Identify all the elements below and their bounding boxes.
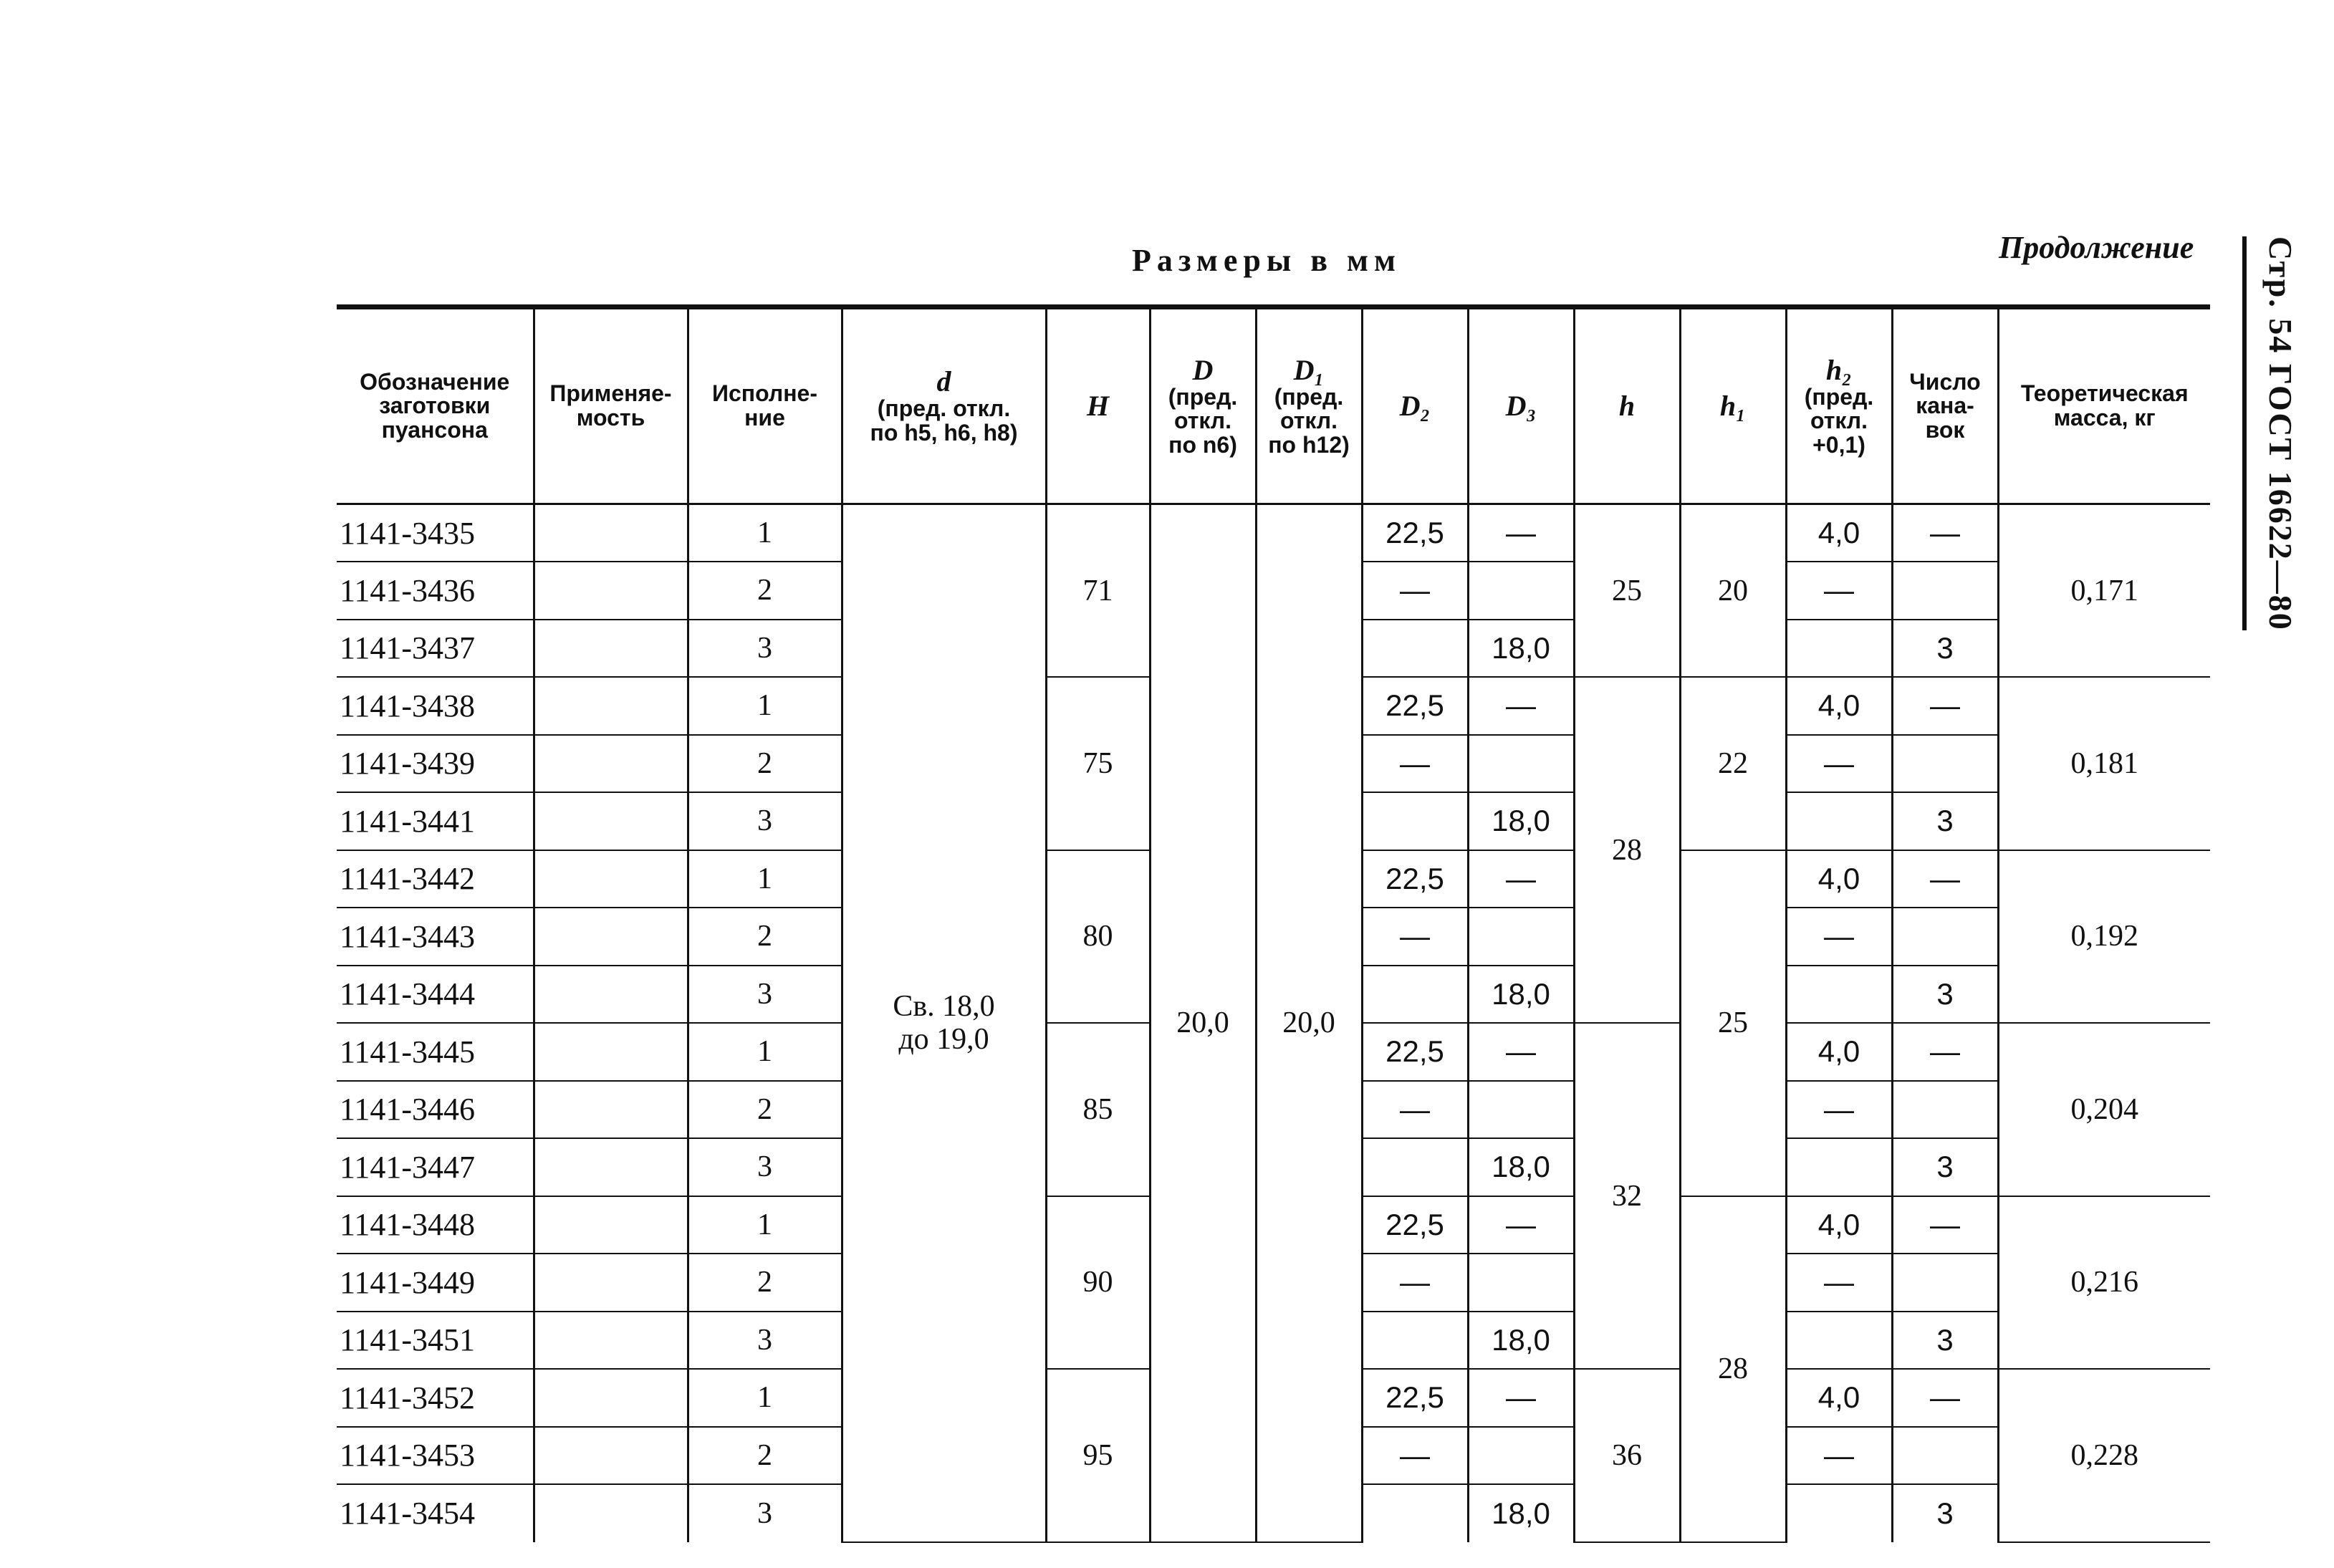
d-value-line: до 19,0 <box>898 1023 989 1057</box>
D-value: 20,0 <box>1150 504 1256 1542</box>
H-value: 80 <box>1046 850 1150 1024</box>
column-header-line: Применяе- <box>549 380 672 407</box>
h2-cell: — <box>1786 735 1892 793</box>
column-header <box>1998 307 2210 504</box>
column-header-line: (пред. <box>1168 383 1238 410</box>
variant-cell: 3 <box>688 792 842 850</box>
D2-cell <box>1362 620 1468 678</box>
grooves-cell <box>1892 1254 1998 1312</box>
h2-cell: 4,0 <box>1786 850 1892 908</box>
column-header <box>1574 307 1680 504</box>
column-header-line: откл. <box>1279 408 1338 434</box>
grooves-cell: 3 <box>1892 792 1998 850</box>
H-value: 85 <box>1046 1023 1150 1196</box>
variant-cell: 1 <box>688 504 842 562</box>
h2-cell <box>1786 792 1892 850</box>
h2-cell <box>1786 1484 1892 1542</box>
column-symbol: D <box>1192 353 1214 386</box>
blank-code: 1141-3436 <box>337 562 534 620</box>
column-header-line: (пред. <box>1804 383 1874 410</box>
variant-cell: 3 <box>688 1484 842 1542</box>
applicability-cell <box>534 1081 688 1139</box>
h2-cell <box>1786 1312 1892 1370</box>
blank-code: 1141-3452 <box>337 1369 534 1427</box>
h1-value: 25 <box>1680 850 1786 1196</box>
column-header-line: пуансона <box>381 416 488 443</box>
D2-cell <box>1362 792 1468 850</box>
h2-cell: 4,0 <box>1786 1369 1892 1427</box>
column-header-line: откл. <box>1173 408 1232 434</box>
blank-code: 1141-3442 <box>337 850 534 908</box>
D2-cell: — <box>1362 1427 1468 1485</box>
column-header <box>1362 307 1468 504</box>
grooves-cell <box>1892 1427 1998 1485</box>
D3-cell: — <box>1468 504 1574 562</box>
applicability-cell <box>534 1369 688 1427</box>
applicability-cell <box>534 735 688 793</box>
d-value <box>842 504 1046 1542</box>
margin-rule <box>2242 236 2247 630</box>
D3-cell: 18,0 <box>1468 620 1574 678</box>
blank-code: 1141-3443 <box>337 908 534 966</box>
h2-cell: — <box>1786 1081 1892 1139</box>
column-header-line: по h12) <box>1268 431 1350 458</box>
column-symbol: D₁ <box>1293 353 1325 386</box>
column-header-line: Теоретическая <box>2020 380 2189 407</box>
variant-cell: 1 <box>688 677 842 735</box>
H-value: 75 <box>1046 677 1150 850</box>
D2-cell: 22,5 <box>1362 504 1468 562</box>
h2-cell: 4,0 <box>1786 677 1892 735</box>
D3-cell <box>1468 735 1574 793</box>
variant-cell: 2 <box>688 1427 842 1485</box>
D2-cell: 22,5 <box>1362 1196 1468 1254</box>
blank-code: 1141-3439 <box>337 735 534 793</box>
blank-code: 1141-3437 <box>337 620 534 678</box>
variant-cell: 3 <box>688 966 842 1024</box>
column-header-line: (пред. <box>1274 383 1344 410</box>
applicability-cell <box>534 908 688 966</box>
column-header-line: откл. <box>1810 408 1868 434</box>
h-value: 28 <box>1574 677 1680 1023</box>
variant-cell: 3 <box>688 1312 842 1370</box>
variant-cell: 2 <box>688 562 842 620</box>
column-symbol: h <box>1618 390 1636 422</box>
column-symbol: h₁ <box>1719 390 1747 422</box>
D2-cell: 22,5 <box>1362 1023 1468 1081</box>
applicability-cell <box>534 1196 688 1254</box>
D2-cell: — <box>1362 908 1468 966</box>
blank-code: 1141-3449 <box>337 1254 534 1312</box>
applicability-cell <box>534 1138 688 1196</box>
applicability-cell <box>534 1023 688 1081</box>
blank-code: 1141-3447 <box>337 1138 534 1196</box>
D3-cell: — <box>1468 850 1574 908</box>
blank-code: 1141-3435 <box>337 504 534 562</box>
D2-cell <box>1362 966 1468 1024</box>
D3-cell: 18,0 <box>1468 966 1574 1024</box>
grooves-cell <box>1892 1081 1998 1139</box>
column-header-line: Исполне- <box>712 380 817 407</box>
column-header-line: ние <box>744 405 785 431</box>
blank-code: 1141-3445 <box>337 1023 534 1081</box>
grooves-cell: — <box>1892 504 1998 562</box>
column-header <box>1256 307 1362 504</box>
continuation-label: Продолжение <box>1999 230 2194 265</box>
applicability-cell <box>534 850 688 908</box>
D3-cell <box>1468 562 1574 620</box>
mass-value: 0,228 <box>1998 1369 2210 1542</box>
blank-code: 1141-3448 <box>337 1196 534 1254</box>
h2-cell: 4,0 <box>1786 1196 1892 1254</box>
D3-cell: 18,0 <box>1468 1484 1574 1542</box>
D3-cell <box>1468 908 1574 966</box>
grooves-cell: 3 <box>1892 1312 1998 1370</box>
column-symbol: H <box>1086 390 1110 422</box>
grooves-cell <box>1892 562 1998 620</box>
column-symbol: D₂ <box>1399 390 1431 422</box>
variant-cell: 2 <box>688 1081 842 1139</box>
column-header-line: кана- <box>1916 393 1974 419</box>
h-value: 36 <box>1574 1369 1680 1542</box>
h2-cell: — <box>1786 562 1892 620</box>
h2-cell <box>1786 1138 1892 1196</box>
blank-code: 1141-3453 <box>337 1427 534 1485</box>
column-header-line: заготовки <box>379 393 491 419</box>
grooves-cell: 3 <box>1892 1138 1998 1196</box>
D2-cell: — <box>1362 735 1468 793</box>
h2-cell: — <box>1786 1427 1892 1485</box>
h2-cell: — <box>1786 1254 1892 1312</box>
D3-cell <box>1468 1254 1574 1312</box>
D2-cell: — <box>1362 1081 1468 1139</box>
column-header-line: мость <box>576 405 645 431</box>
D3-cell: — <box>1468 1023 1574 1081</box>
D2-cell: — <box>1362 1254 1468 1312</box>
D3-cell <box>1468 1427 1574 1485</box>
D3-cell: — <box>1468 1369 1574 1427</box>
column-header-line: Обозначение <box>360 368 510 395</box>
applicability-cell <box>534 562 688 620</box>
D2-cell <box>1362 1484 1468 1542</box>
table-row <box>337 504 2210 562</box>
h-value: 32 <box>1574 1023 1680 1369</box>
grooves-cell: 3 <box>1892 620 1998 678</box>
column-header <box>337 307 534 504</box>
mass-value: 0,171 <box>1998 504 2210 678</box>
applicability-cell <box>534 620 688 678</box>
mass-value: 0,216 <box>1998 1196 2210 1370</box>
mass-value: 0,181 <box>1998 677 2210 850</box>
column-header-line: вок <box>1925 416 1965 443</box>
H-value: 71 <box>1046 504 1150 678</box>
H-value: 90 <box>1046 1196 1150 1370</box>
variant-cell: 1 <box>688 1023 842 1081</box>
column-header <box>1046 307 1150 504</box>
grooves-cell: 3 <box>1892 966 1998 1024</box>
h2-cell <box>1786 966 1892 1024</box>
variant-cell: 3 <box>688 1138 842 1196</box>
D2-cell: 22,5 <box>1362 850 1468 908</box>
column-symbol: h₂ <box>1825 353 1853 386</box>
grooves-cell: — <box>1892 677 1998 735</box>
D3-cell: — <box>1468 677 1574 735</box>
column-header <box>1786 307 1892 504</box>
h2-cell <box>1786 620 1892 678</box>
D2-cell: — <box>1362 562 1468 620</box>
D3-cell: 18,0 <box>1468 1312 1574 1370</box>
grooves-cell: 3 <box>1892 1484 1998 1542</box>
h2-cell: 4,0 <box>1786 1023 1892 1081</box>
variant-cell: 1 <box>688 1196 842 1254</box>
blank-code: 1141-3441 <box>337 792 534 850</box>
applicability-cell <box>534 504 688 562</box>
D3-cell: 18,0 <box>1468 792 1574 850</box>
variant-cell: 1 <box>688 850 842 908</box>
variant-cell: 1 <box>688 1369 842 1427</box>
h2-cell: — <box>1786 908 1892 966</box>
column-header <box>688 307 842 504</box>
column-header-line: по n6) <box>1168 431 1237 458</box>
h1-value: 28 <box>1680 1196 1786 1542</box>
blank-code: 1141-3454 <box>340 1496 476 1531</box>
applicability-cell <box>534 1427 688 1485</box>
applicability-cell <box>534 1254 688 1312</box>
column-header <box>842 307 1046 504</box>
column-header <box>1892 307 1998 504</box>
grooves-cell <box>1892 735 1998 793</box>
mass-value: 0,204 <box>1998 1023 2210 1196</box>
applicability-cell <box>534 1484 688 1542</box>
H-value: 95 <box>1046 1369 1150 1542</box>
h1-value: 20 <box>1680 504 1786 678</box>
column-header <box>1150 307 1256 504</box>
D2-cell: 22,5 <box>1362 1369 1468 1427</box>
variant-cell: 2 <box>688 735 842 793</box>
blank-code: 1141-3444 <box>337 966 534 1024</box>
blank-code: 1141-3451 <box>337 1312 534 1370</box>
variant-cell: 2 <box>688 908 842 966</box>
column-header-line: (пред. откл. <box>877 395 1011 422</box>
h1-value: 22 <box>1680 677 1786 850</box>
d-value-line: Св. 18,0 <box>893 990 995 1024</box>
applicability-cell <box>534 1312 688 1370</box>
grooves-cell <box>1892 908 1998 966</box>
applicability-cell <box>534 677 688 735</box>
blank-code: 1141-3446 <box>337 1081 534 1139</box>
h-value: 25 <box>1574 504 1680 678</box>
grooves-cell: — <box>1892 1023 1998 1081</box>
table-header-row <box>337 307 2210 504</box>
dimensions-caption: Размеры в мм <box>1132 243 1401 278</box>
column-header-line: по h5, h6, h8) <box>870 420 1018 446</box>
page-standard-label: Стр. 54 ГОСТ 16622—80 <box>2262 236 2299 631</box>
grooves-cell: — <box>1892 1196 1998 1254</box>
h2-cell: 4,0 <box>1786 504 1892 562</box>
column-header <box>1680 307 1786 504</box>
column-symbol: d <box>936 365 951 398</box>
applicability-cell <box>534 966 688 1024</box>
column-header-line: масса, кг <box>2053 405 2156 431</box>
variant-cell: 3 <box>688 620 842 678</box>
column-header-line: +0,1) <box>1812 431 1865 458</box>
D2-cell <box>1362 1138 1468 1196</box>
applicability-cell <box>534 792 688 850</box>
column-header-line: Число <box>1909 368 1981 395</box>
D2-cell <box>1362 1312 1468 1370</box>
D1-value: 20,0 <box>1256 504 1362 1542</box>
blank-code: 1141-3438 <box>337 677 534 735</box>
grooves-cell: — <box>1892 850 1998 908</box>
D3-cell: 18,0 <box>1468 1138 1574 1196</box>
D2-cell: 22,5 <box>1362 677 1468 735</box>
column-header <box>534 307 688 504</box>
D3-cell <box>1468 1081 1574 1139</box>
variant-cell: 2 <box>688 1254 842 1312</box>
mass-value: 0,192 <box>1998 850 2210 1024</box>
column-symbol: D₃ <box>1505 390 1537 422</box>
grooves-cell: — <box>1892 1369 1998 1427</box>
punch-blanks-table <box>337 304 2210 1543</box>
D3-cell: — <box>1468 1196 1574 1254</box>
column-header <box>1468 307 1574 504</box>
